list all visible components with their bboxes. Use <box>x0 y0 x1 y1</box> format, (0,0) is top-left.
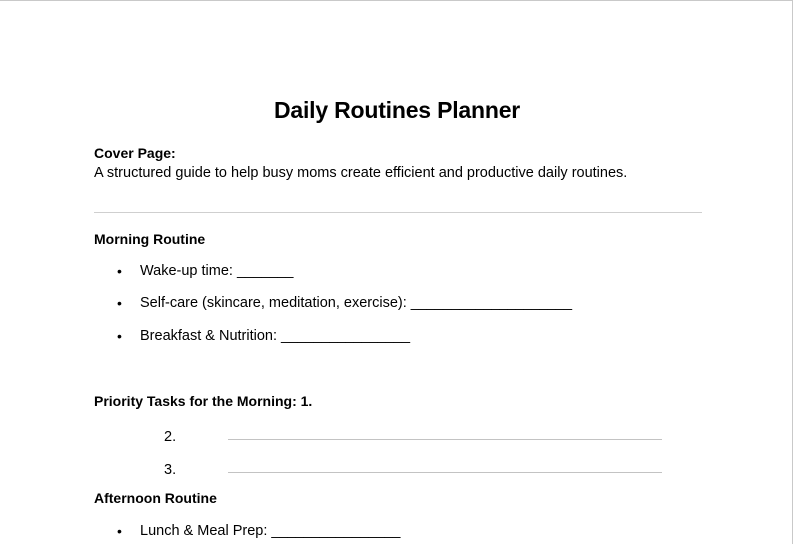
breakfast-nutrition-item: Breakfast & Nutrition: ________________ <box>140 328 411 344</box>
list-item <box>0 295 794 315</box>
priority-task-row <box>0 462 794 482</box>
bullet-icon: • <box>117 263 122 279</box>
cover-page-label: Cover Page: <box>94 145 176 161</box>
list-item <box>0 523 794 543</box>
lunch-meal-prep-item: Lunch & Meal Prep: ________________ <box>140 523 401 539</box>
priority-task-number: 2. <box>164 429 177 445</box>
bullet-icon: • <box>117 295 122 311</box>
list-item <box>0 263 794 283</box>
priority-task-number: 3. <box>164 462 177 478</box>
section-divider <box>94 212 702 213</box>
cover-page-description: A structured guide to help busy moms create efficient and productive daily routines. <box>94 165 628 181</box>
afternoon-routine-heading: Afternoon Routine <box>94 490 217 506</box>
self-care-item: Self-care (skincare, meditation, exercise): ____________________ <box>140 295 573 311</box>
priority-tasks-heading: Priority Tasks for the Morning: 1. <box>94 393 313 409</box>
morning-routine-heading: Morning Routine <box>94 231 206 247</box>
wake-up-time-item: Wake-up time: _______ <box>140 263 294 279</box>
page-title: Daily Routines Planner <box>273 97 521 123</box>
priority-task-line <box>228 472 662 473</box>
bullet-icon: • <box>117 328 122 344</box>
priority-task-row <box>0 429 794 449</box>
list-item <box>0 328 794 348</box>
priority-task-line <box>228 439 662 440</box>
bullet-icon: • <box>117 523 122 539</box>
